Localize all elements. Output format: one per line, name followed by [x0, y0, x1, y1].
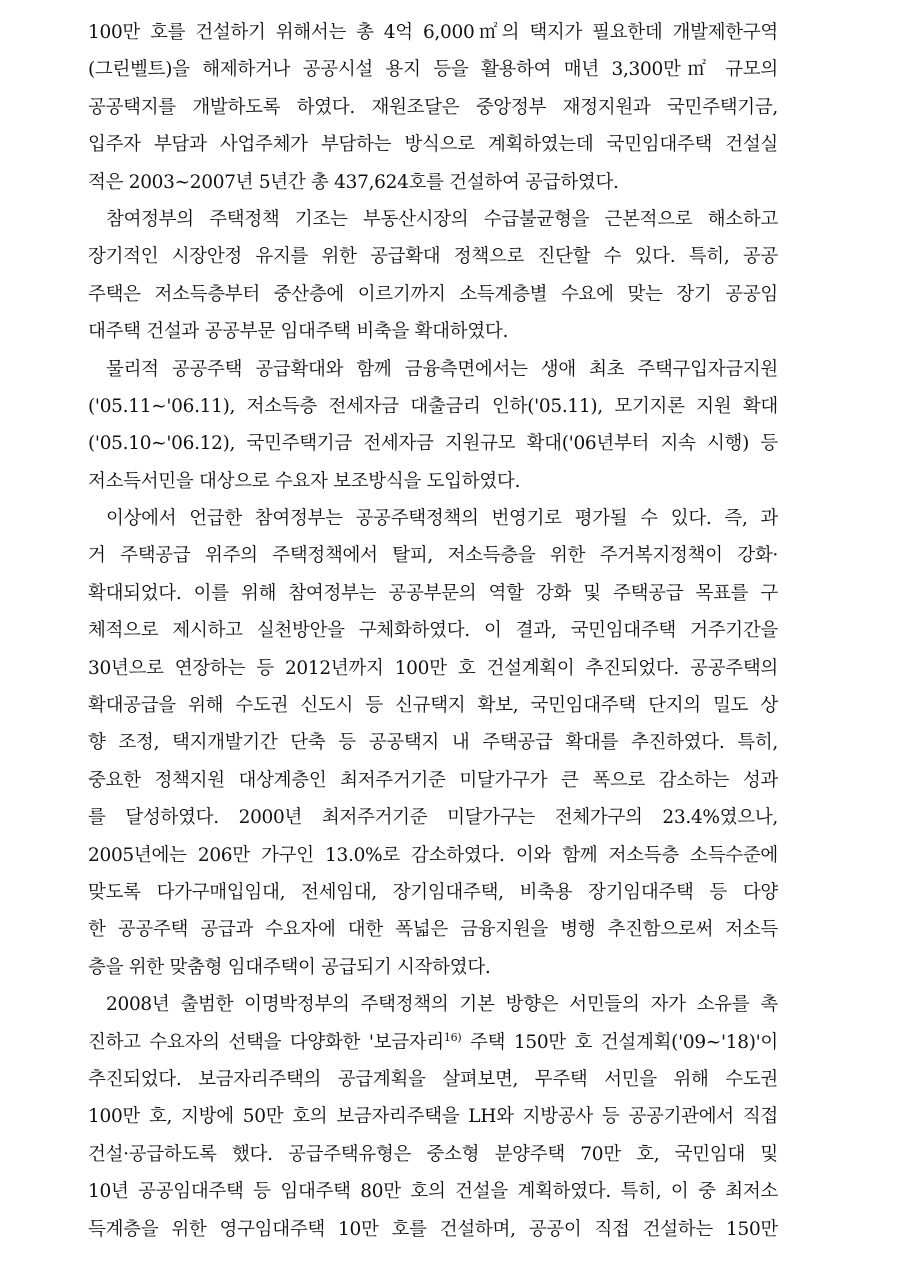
text-line: 를 달성하였다. 2000년 최저주거기준 미달가구는 전체가구의 23.4%였으나, [88, 807, 778, 829]
text-line: 2005년에는 206만 가구인 13.0%로 감소하였다. 이와 함께 저소득층 소득수준에 [88, 844, 778, 866]
text-line: 30년으로 연장하는 등 2012년까지 100만 호 건설계획이 추진되었다. 공공주택의 [88, 657, 778, 679]
text-line: 거 주택공급 위주의 주택정책에서 탈피, 저소득층을 위한 주거복지정책이 강화· [88, 545, 778, 567]
text-line: 공공택지를 개발하도록 하였다. 재원조달은 중앙정부 재정지원과 국민주택기금, [88, 96, 778, 118]
text-line: 물리적 공공주택 공급확대와 함께 금융측면에서는 생애 최초 주택구입자금지원 [106, 358, 778, 380]
text-line: 저소득서민을 대상으로 수요자 보조방식을 도입하였다. [88, 470, 521, 492]
text-line: ('05.11∼'06.11), 저소득층 전세자금 대출금리 인하('05.11), 모기지론 지원 확대 [88, 395, 778, 417]
text-line: 참여정부의 주택정책 기조는 부동산시장의 수급불균형을 근본적으로 해소하고 [106, 208, 778, 230]
paragraph-lee-government [88, 986, 778, 1248]
text-line: ('05.10∼'06.12), 국민주택기금 전세자금 지원규모 확대('06년부터 지속 시행) 등 [88, 433, 778, 455]
document-page [88, 14, 778, 1248]
text-line: 10년 공공임대주택 등 임대주택 80만 호의 건설을 계획하였다. 특히, 이 중 최저소 [88, 1181, 778, 1203]
text-line: 건설·공급하도록 했다. 공급주택유형은 중소형 분양주택 70만 호, 국민임대 및 [88, 1143, 778, 1165]
paragraph-policy-basis [88, 201, 778, 351]
text-segment: 진하고 수요자의 선택을 다양화한 '보금자리 [88, 1031, 444, 1053]
text-line: (그린벨트)을 해제하거나 공공시설 용지 등을 활용하여 매년 3,300만㎡ 규모의 [88, 59, 778, 81]
text-line-with-footnote [88, 1024, 778, 1061]
text-line: 중요한 정책지원 대상계층인 최저주거기준 미달가구가 큰 폭으로 감소하는 성과 [88, 769, 778, 791]
text-line: 층을 위한 맞춤형 임대주택이 공급되기 시작하였다. [88, 956, 491, 978]
text-line: 확대되었다. 이를 위해 참여정부는 공공부문의 역할 강화 및 주택공급 목표를 구 [88, 582, 778, 604]
text-line: 주택은 저소득층부터 중산층에 이르기까지 소득계층별 수요에 맞는 장기 공공임 [88, 283, 778, 305]
text-line: 적은 2003∼2007년 5년간 총 437,624호를 건설하여 공급하였다. [88, 171, 619, 193]
text-line: 100만 호를 건설하기 위해서는 총 4억 6,000㎡의 택지가 필요한데 개발제한구역 [88, 22, 778, 43]
paragraph-evaluation [88, 500, 778, 986]
text-segment: 주택 150만 호 건설계획('09∼'18)'이 [470, 1031, 778, 1053]
text-line: 100만 호, 지방에 50만 호의 보금자리주택을 LH와 지방공사 등 공공기관에서 직접 [88, 1106, 778, 1128]
text-line: 맞도록 다가구매입임대, 전세임대, 장기임대주택, 비축용 장기임대주택 등 다양 [88, 881, 778, 903]
text-line: 이상에서 언급한 참여정부는 공공주택정책의 번영기로 평가될 수 있다. 즉, 과 [106, 508, 778, 530]
text-line: 장기적인 시장안정 유지를 위한 공급확대 정책으로 진단할 수 있다. 특히, 공공 [88, 246, 778, 268]
text-line: 대주택 건설과 공공부문 임대주택 비축을 확대하였다. [88, 321, 509, 343]
footnote-mark[interactable]: 16) [443, 1030, 462, 1044]
text-line: 2008년 출범한 이명박정부의 주택정책의 기본 방향은 서민들의 자가 소유를 촉 [106, 994, 778, 1016]
paragraph-financial-support [88, 351, 778, 501]
text-line: 입주자 부담과 사업주체가 부담하는 방식으로 계획하였는데 국민임대주택 건설실 [88, 134, 778, 156]
paragraph-housing-land [88, 14, 778, 201]
text-line: 향 조정, 택지개발기간 단축 등 공공택지 내 주택공급 확대를 추진하였다. 특히, [88, 732, 778, 754]
text-line: 한 공공주택 공급과 수요자에 대한 폭넓은 금융지원을 병행 추진함으로써 저소득 [88, 919, 778, 941]
text-line: 확대공급을 위해 수도권 신도시 등 신규택지 확보, 국민임대주택 단지의 밀도 상 [88, 695, 778, 717]
text-line: 체적으로 제시하고 실천방안을 구체화하였다. 이 결과, 국민임대주택 거주기간을 [88, 620, 778, 642]
text-line: 득계층을 위한 영구임대주택 10만 호를 건설하며, 공공이 직접 건설하는 150만 [88, 1218, 778, 1240]
text-line: 추진되었다. 보금자리주택의 공급계획을 살펴보면, 무주택 서민을 위해 수도권 [88, 1068, 778, 1090]
